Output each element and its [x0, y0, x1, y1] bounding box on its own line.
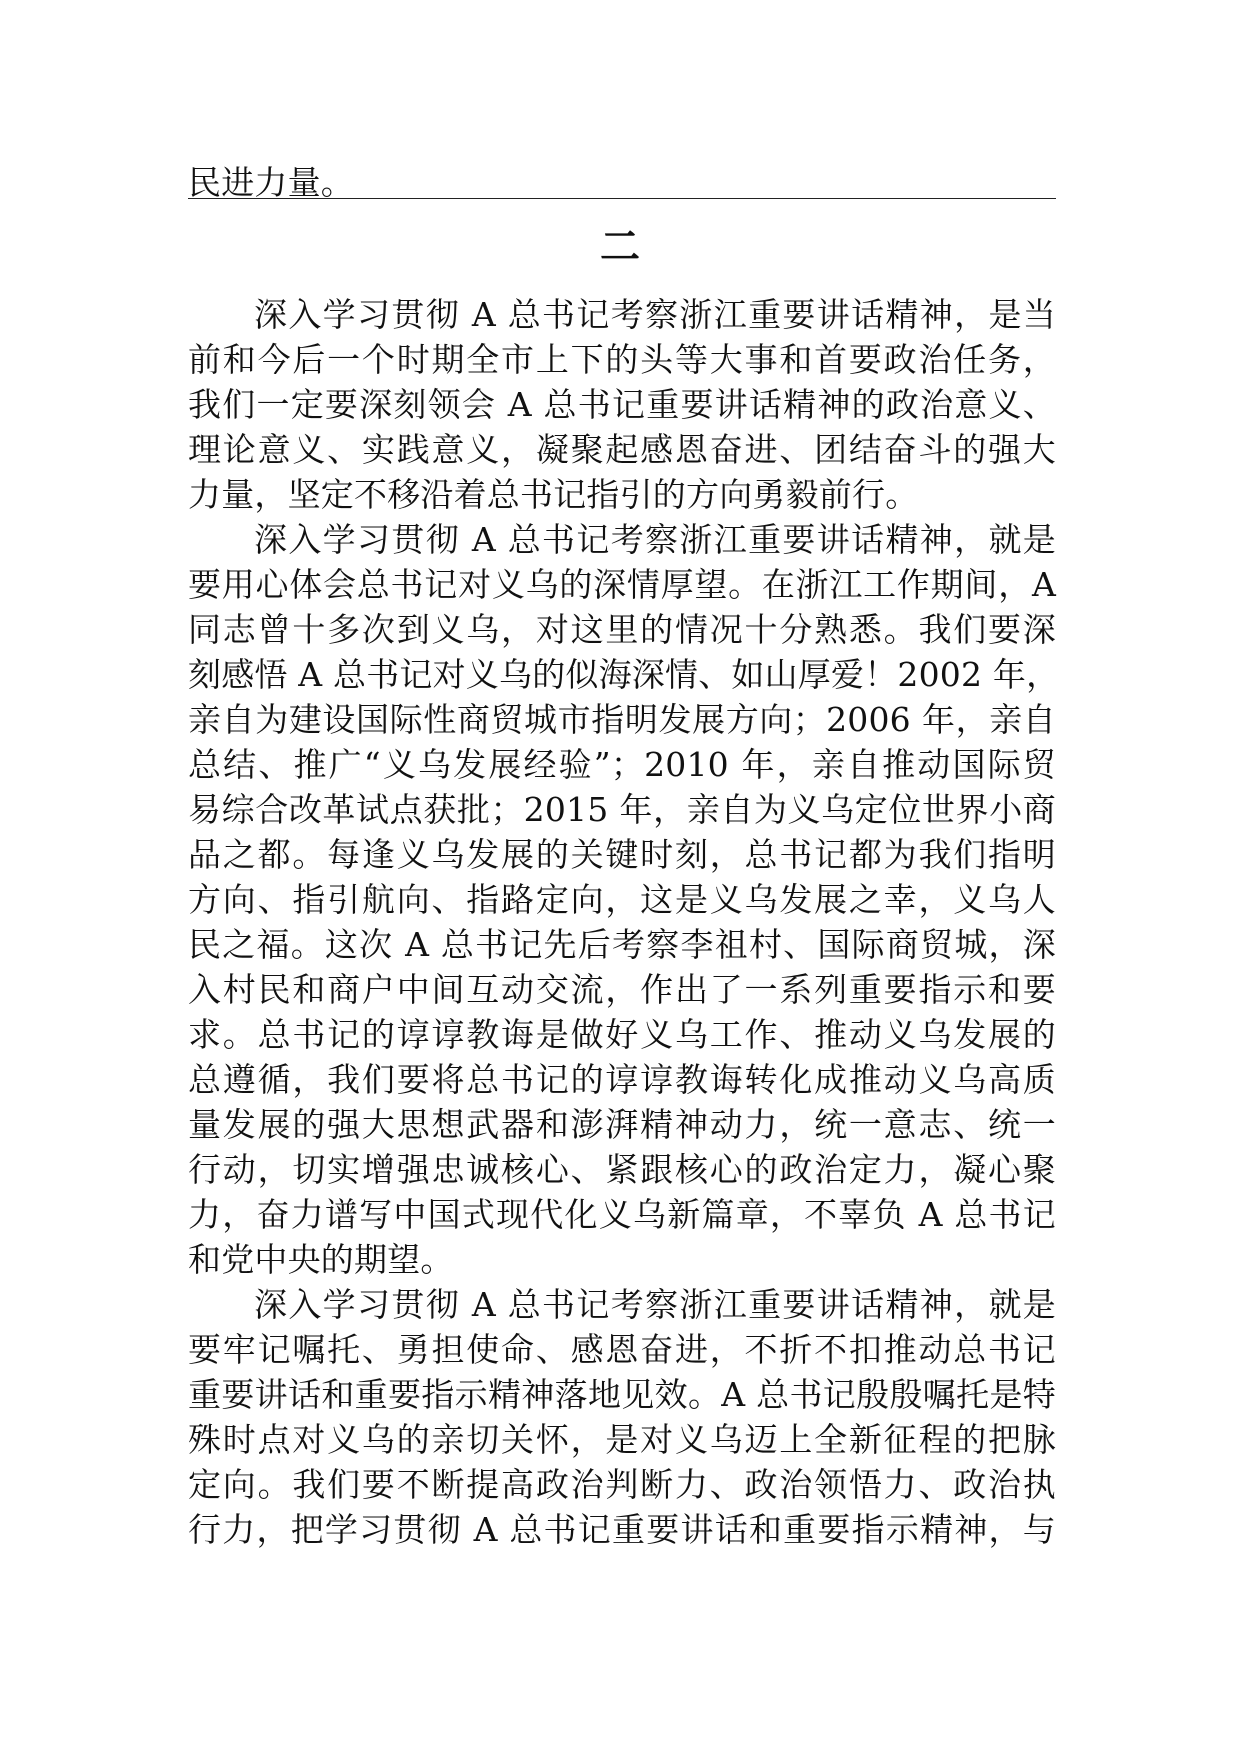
text-line: 深入学习贯彻 A 总书记考察浙江重要讲话精神，是当: [254, 295, 1056, 334]
text-line: 方向、指引航向、指路定向，这是义乌发展之幸，义乌人: [188, 880, 1056, 919]
text-line: 力量，坚定不移沿着总书记指引的方向勇毅前行。: [188, 475, 919, 514]
paragraph: [188, 517, 1060, 1282]
text-line: 总结、推广“义乌发展经验”；2010 年，亲自推动国际贸: [188, 745, 1056, 784]
text-line: 殊时点对义乌的亲切关怀，是对义乌迈上全新征程的把脉: [188, 1420, 1056, 1459]
text-line: 行力，把学习贯彻 A 总书记重要讲话和重要指示精神，与: [188, 1510, 1056, 1549]
paragraph: [188, 1282, 1056, 1552]
text-line: 我们一定要深刻领会 A 总书记重要讲话精神的政治意义、: [188, 385, 1056, 424]
text-line: 重要讲话和重要指示精神落地见效。A 总书记殷殷嘱托是特: [188, 1375, 1056, 1414]
paragraph: [188, 292, 1056, 517]
text-line: 前和今后一个时期全市上下的头等大事和首要政治任务，: [188, 340, 1056, 379]
text-line: 行动，切实增强忠诚核心、紧跟核心的政治定力，凝心聚: [188, 1150, 1056, 1189]
text-line: 亲自为建设国际性商贸城市指明发展方向；2006 年，亲自: [188, 700, 1056, 739]
text-line: 品之都。每逢义乌发展的关键时刻，总书记都为我们指明: [188, 835, 1056, 874]
text-line: 和党中央的期望。: [188, 1240, 454, 1279]
text-line: 刻感悟 A 总书记对义乌的似海深情、如山厚爱！2002 年，: [188, 655, 1060, 694]
section-divider: [188, 198, 1056, 199]
text-line: 深入学习贯彻 A 总书记考察浙江重要讲话精神，就是: [254, 1285, 1056, 1324]
section-number: 二: [600, 224, 640, 270]
text-line: 量发展的强大思想武器和澎湃精神动力，统一意志、统一: [188, 1105, 1056, 1144]
text-line: 易综合改革试点获批；2015 年，亲自为义乌定位世界小商: [188, 790, 1056, 829]
text-line: 民之福。这次 A 总书记先后考察李祖村、国际商贸城，深: [188, 925, 1056, 964]
text-line: 入村民和商户中间互动交流，作出了一系列重要指示和要: [188, 970, 1056, 1009]
body-text: [188, 292, 1060, 1552]
text-line: 定向。我们要不断提高政治判断力、政治领悟力、政治执: [188, 1465, 1056, 1504]
text-line: 要用心体会总书记对义乌的深情厚望。在浙江工作期间，A: [188, 565, 1056, 604]
text-line: 理论意义、实践意义，凝聚起感恩奋进、团结奋斗的强大: [188, 430, 1056, 469]
text-line: 要牢记嘱托、勇担使命、感恩奋进，不折不扣推动总书记: [188, 1330, 1056, 1369]
text-line: 同志曾十多次到义乌，对这里的情况十分熟悉。我们要深: [188, 610, 1056, 649]
text-line: 求。总书记的谆谆教诲是做好义乌工作、推动义乌发展的: [188, 1015, 1056, 1054]
text-line: 深入学习贯彻 A 总书记考察浙江重要讲话精神，就是: [254, 520, 1056, 559]
text-line: 民进力量。: [188, 163, 354, 202]
text-line: 力，奋力谱写中国式现代化义乌新篇章，不辜负 A 总书记: [188, 1195, 1056, 1234]
text-line: 总遵循，我们要将总书记的谆谆教诲转化成推动义乌高质: [188, 1060, 1056, 1099]
